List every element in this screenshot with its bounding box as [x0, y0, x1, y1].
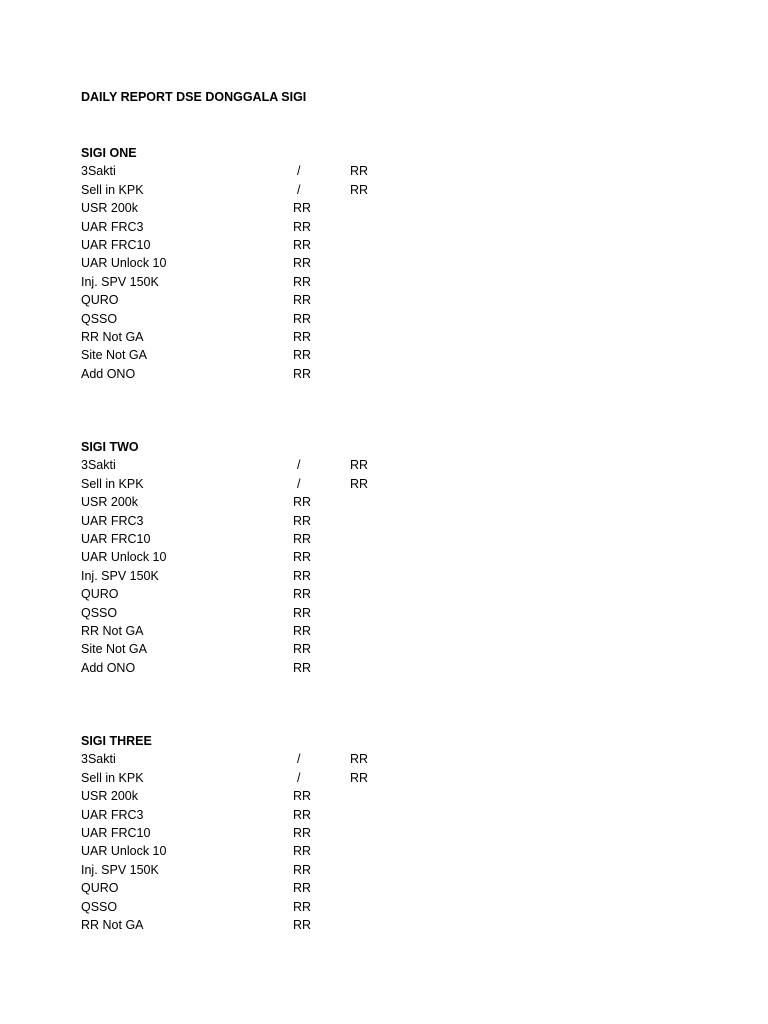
report-row: [81, 604, 312, 622]
report-row: [81, 162, 369, 180]
row-value-col1: RR: [293, 256, 312, 271]
row-value-col2: RR: [350, 458, 369, 473]
row-value-col1: RR: [293, 623, 312, 638]
report-row: [81, 328, 312, 346]
row-value-col2: RR: [350, 164, 369, 179]
row-value-col1: RR: [293, 825, 312, 840]
report-row: [81, 567, 312, 585]
report-row: [81, 199, 312, 217]
row-label: UAR Unlock 10: [81, 844, 167, 859]
row-value-col1: RR: [293, 293, 312, 308]
row-value-col1: RR: [293, 899, 312, 914]
report-row: [81, 622, 312, 640]
row-label: RR Not GA: [81, 329, 144, 344]
row-label: UAR FRC10: [81, 531, 151, 546]
row-label: QSSO: [81, 605, 118, 620]
row-label: UAR FRC3: [81, 513, 144, 528]
row-label: Sell in KPK: [81, 476, 144, 491]
row-value-col1: RR: [293, 366, 312, 381]
row-label: Site Not GA: [81, 642, 147, 657]
row-value-col2: RR: [350, 770, 369, 785]
report-row: [81, 218, 312, 236]
report-row: [81, 291, 312, 309]
row-value-col1: RR: [293, 917, 312, 932]
row-value-col1: RR: [293, 844, 312, 859]
row-value-col1: RR: [293, 348, 312, 363]
row-label: 3Sakti: [81, 164, 116, 179]
row-label: QURO: [81, 881, 119, 896]
section-title: SIGI THREE: [81, 734, 152, 748]
row-value-col1: RR: [293, 660, 312, 675]
row-value-col1: RR: [293, 881, 312, 896]
row-label: UAR Unlock 10: [81, 550, 167, 565]
report-row: [81, 236, 312, 254]
row-value-col1: /: [297, 476, 301, 491]
row-label: Sell in KPK: [81, 770, 144, 785]
row-value-col1: RR: [293, 495, 312, 510]
row-value-col1: RR: [293, 311, 312, 326]
report-section: [81, 144, 369, 383]
row-label: Inj. SPV 150K: [81, 568, 159, 583]
row-label: Inj. SPV 150K: [81, 274, 159, 289]
row-value-col1: RR: [293, 807, 312, 822]
report-row: [81, 824, 312, 842]
row-value-col1: RR: [293, 531, 312, 546]
report-row: [81, 769, 369, 787]
row-value-col1: /: [297, 458, 301, 473]
row-label: RR Not GA: [81, 917, 144, 932]
report-row: [81, 787, 312, 805]
row-value-col1: /: [297, 164, 301, 179]
report-row: [81, 842, 312, 860]
row-label: 3Sakti: [81, 752, 116, 767]
row-value-col1: RR: [293, 219, 312, 234]
row-label: USR 200k: [81, 789, 138, 804]
report-row: [81, 365, 312, 383]
row-value-col1: RR: [293, 513, 312, 528]
row-label: USR 200k: [81, 495, 138, 510]
row-label: RR Not GA: [81, 623, 144, 638]
row-value-col1: /: [297, 182, 301, 197]
report-row: [81, 640, 312, 658]
report-row: [81, 273, 312, 291]
row-value-col1: RR: [293, 237, 312, 252]
report-row: [81, 585, 312, 603]
row-label: Add ONO: [81, 660, 136, 675]
row-value-col1: RR: [293, 605, 312, 620]
row-value-col1: RR: [293, 550, 312, 565]
report-row: [81, 659, 312, 677]
report-row: [81, 750, 369, 768]
row-value-col1: /: [297, 752, 301, 767]
report-row: [81, 916, 312, 934]
row-value-col2: RR: [350, 182, 369, 197]
section-title: SIGI TWO: [81, 440, 139, 454]
row-value-col1: RR: [293, 568, 312, 583]
report-row: [81, 512, 312, 530]
report-row: [81, 310, 312, 328]
row-label: USR 200k: [81, 201, 138, 216]
row-label: UAR FRC10: [81, 825, 151, 840]
report-row: [81, 879, 312, 897]
row-value-col1: RR: [293, 642, 312, 657]
row-label: UAR FRC10: [81, 237, 151, 252]
row-label: Sell in KPK: [81, 182, 144, 197]
row-label: UAR Unlock 10: [81, 256, 167, 271]
row-value-col1: RR: [293, 789, 312, 804]
section-title: SIGI ONE: [81, 146, 137, 160]
row-label: Site Not GA: [81, 348, 147, 363]
row-value-col1: RR: [293, 201, 312, 216]
page-title: DAILY REPORT DSE DONGGALA SIGI: [81, 90, 307, 104]
row-label: Inj. SPV 150K: [81, 862, 159, 877]
row-value-col1: RR: [293, 274, 312, 289]
report-section: [81, 732, 369, 934]
row-label: UAR FRC3: [81, 807, 144, 822]
report-row: [81, 346, 312, 364]
report-row: [81, 493, 312, 511]
report-row: [81, 456, 369, 474]
report-row: [81, 181, 369, 199]
report-row: [81, 475, 369, 493]
report-page: [81, 88, 681, 932]
row-label: Add ONO: [81, 366, 136, 381]
row-label: QURO: [81, 293, 119, 308]
row-value-col1: RR: [293, 862, 312, 877]
row-value-col1: /: [297, 770, 301, 785]
row-label: UAR FRC3: [81, 219, 144, 234]
report-row: [81, 530, 312, 548]
report-row: [81, 254, 312, 272]
row-label: 3Sakti: [81, 458, 116, 473]
row-value-col1: RR: [293, 329, 312, 344]
report-row: [81, 861, 312, 879]
row-value-col1: RR: [293, 587, 312, 602]
row-label: QSSO: [81, 311, 118, 326]
row-value-col2: RR: [350, 752, 369, 767]
report-section: [81, 438, 369, 677]
row-value-col2: RR: [350, 476, 369, 491]
row-label: QSSO: [81, 899, 118, 914]
report-row: [81, 806, 312, 824]
row-label: QURO: [81, 587, 119, 602]
report-row: [81, 898, 312, 916]
report-row: [81, 548, 312, 566]
